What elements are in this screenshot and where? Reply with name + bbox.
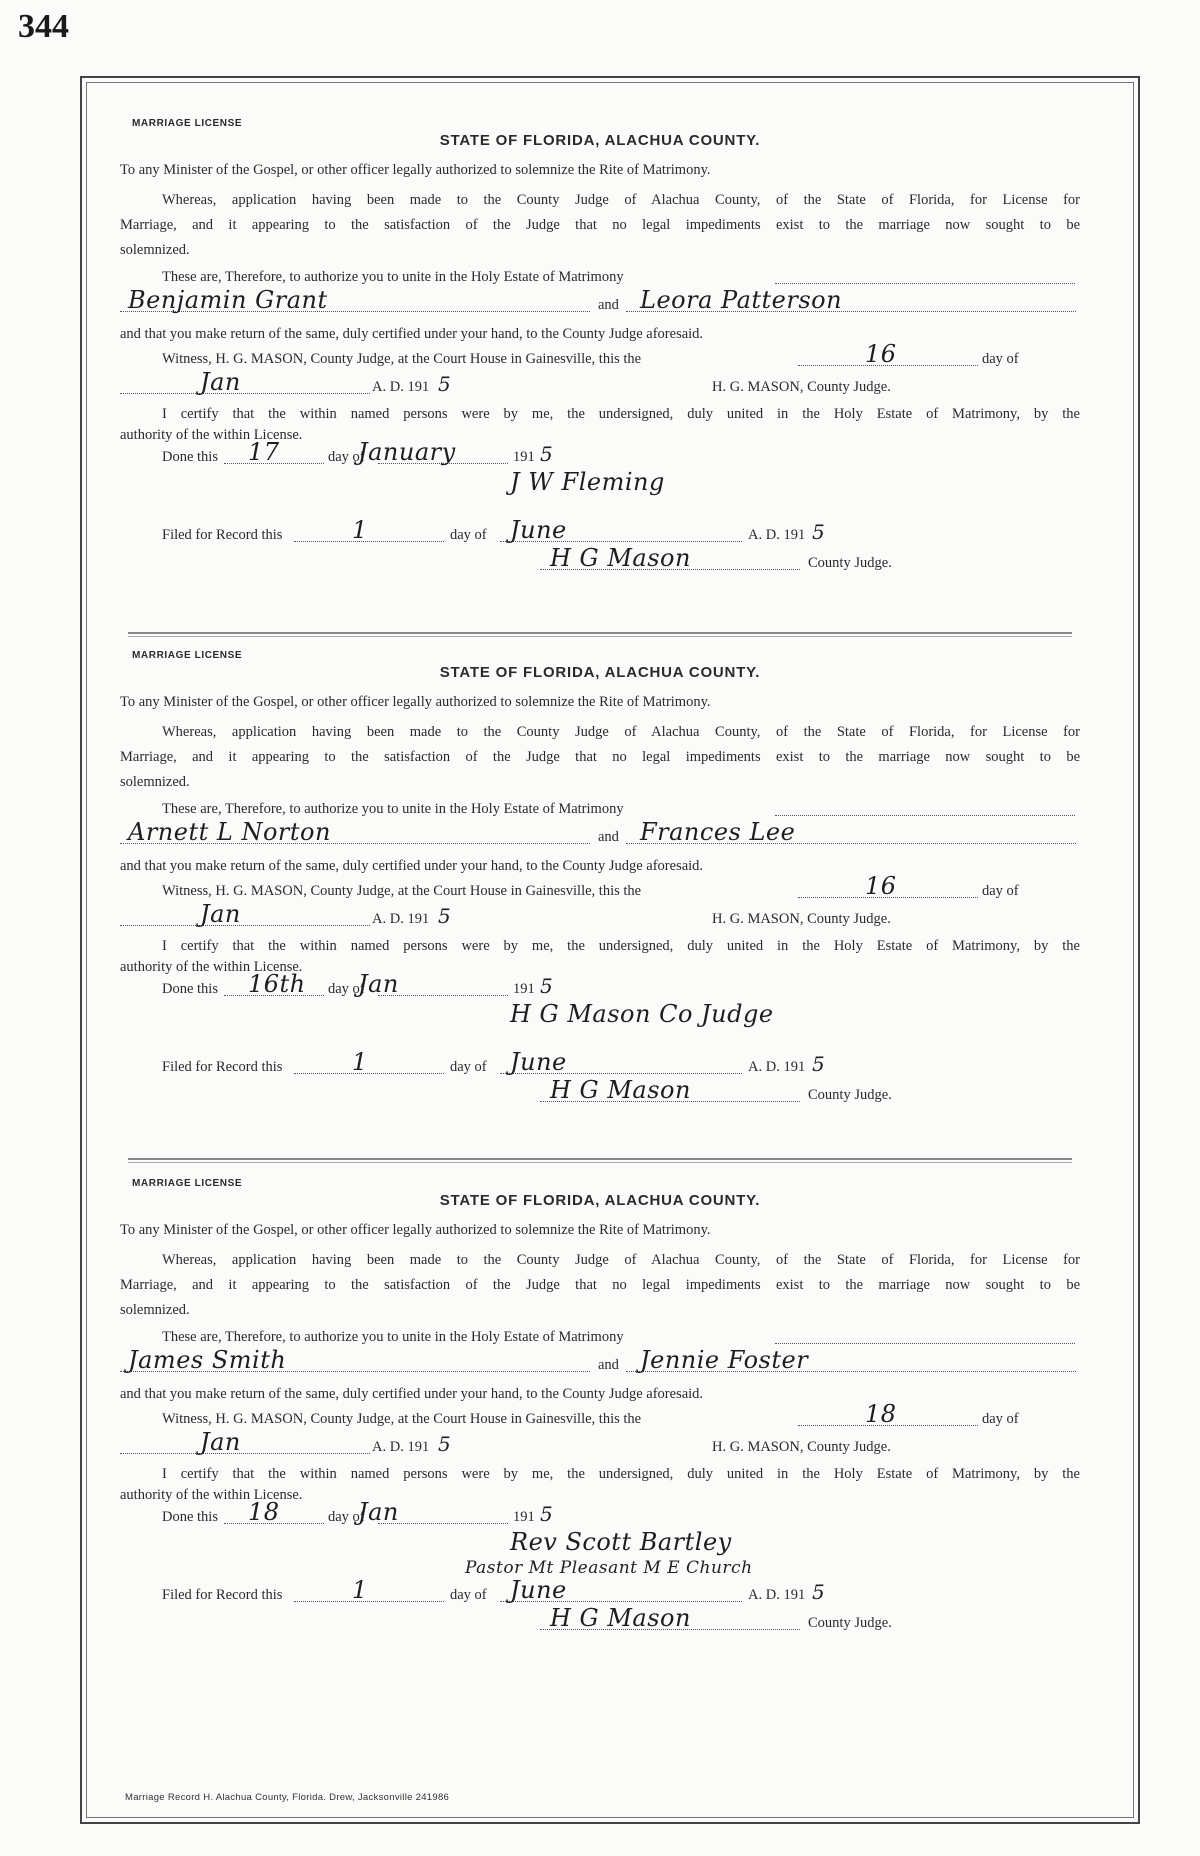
filed-judge-signature: H G Mason [550, 1604, 691, 1632]
day-of-label: day of [328, 981, 365, 997]
day-of-label: day of [450, 1059, 487, 1075]
done-this-label: Done this [162, 449, 218, 465]
officiant-signature: H G Mason Co Judge [510, 1000, 774, 1028]
return-line: and that you make return of the same, duly certified under your hand, to the County Judge aforesaid. [120, 858, 704, 874]
marriage-license-section [120, 118, 1080, 648]
done-this-label: Done this [162, 981, 218, 997]
issued-year-digit: 5 [438, 372, 452, 396]
names-row [120, 818, 1080, 850]
address-line: To any Minister of the Gospel, or other officer legally authorized to solemnize the Rite of Matrimony. [120, 1222, 711, 1238]
issue-date-row [120, 1428, 1080, 1460]
done-month: Jan [358, 970, 399, 998]
record-book-footer: Marriage Record H. Alachua County, Florida. Drew, Jacksonville 241986 [125, 1792, 450, 1803]
witness-text: Witness, H. G. MASON, County Judge, at the Court House in Gainesville, this the [162, 351, 642, 367]
issued-year-digit: 5 [438, 904, 452, 928]
county-judge-label: County Judge. [808, 1615, 892, 1631]
fill-line [775, 1343, 1075, 1344]
filed-signature-row [120, 1604, 1080, 1636]
issue-date-row [120, 900, 1080, 932]
whereas-line: Whereas, application having been made to the County Judge of Alachua County, of the State of Florida, for License for [162, 192, 1080, 208]
filed-month: June [510, 516, 567, 544]
done-day: 16th [248, 970, 306, 998]
names-row [120, 1346, 1080, 1378]
county-judge-label: County Judge. [808, 555, 892, 571]
license-title: STATE OF FLORIDA, ALACHUA COUNTY. [439, 1192, 761, 1209]
issued-day: 16 [865, 872, 897, 900]
whereas-line: Marriage, and it appearing to the satisfaction of the Judge that no legal impediments exist to the marriage now sought to be [120, 217, 1080, 233]
license-label: MARRIAGE LICENSE [132, 118, 243, 129]
day-of-label: day of [450, 527, 487, 543]
filed-year-digit: 5 [812, 520, 826, 544]
whereas-line: solemnized. [120, 242, 190, 258]
filed-judge-signature: H G Mason [550, 544, 691, 572]
license-title: STATE OF FLORIDA, ALACHUA COUNTY. [439, 132, 761, 149]
filed-label: Filed for Record this [162, 1587, 283, 1603]
county-judge-label: County Judge. [808, 1087, 892, 1103]
whereas-line: Whereas, application having been made to the County Judge of Alachua County, of the State of Florida, for License for [162, 1252, 1080, 1268]
done-row [120, 970, 1080, 1002]
whereas-line: solemnized. [120, 1302, 190, 1318]
done-year-digit: 5 [540, 1502, 554, 1526]
ad-label: A. D. 191 [372, 379, 430, 395]
issued-day: 18 [865, 1400, 897, 1428]
whereas-line: Marriage, and it appearing to the satisfaction of the Judge that no legal impediments exist to the marriage now sought to be [120, 749, 1080, 765]
filed-day: 1 [352, 1576, 368, 1604]
whereas-line: solemnized. [120, 774, 190, 790]
issue-date-row [120, 368, 1080, 400]
filed-signature-row [120, 1076, 1080, 1108]
done-row [120, 1498, 1080, 1530]
done-year-digit: 5 [540, 974, 554, 998]
fill-line [775, 283, 1075, 284]
judge-signature-label: H. G. MASON, County Judge. [712, 379, 891, 395]
done-this-label: Done this [162, 1509, 218, 1525]
filed-month: June [510, 1048, 567, 1076]
bride-name: Jennie Foster [640, 1346, 809, 1374]
address-line: To any Minister of the Gospel, or other officer legally authorized to solemnize the Rite of Matrimony. [120, 162, 711, 178]
whereas-line: Marriage, and it appearing to the satisfaction of the Judge that no legal impediments exist to the marriage now sought to be [120, 1277, 1080, 1293]
certify-line: authority of the within License. [120, 427, 303, 443]
witness-text: Witness, H. G. MASON, County Judge, at the Court House in Gainesville, this the [162, 1411, 642, 1427]
certify-line: authority of the within License. [120, 959, 303, 975]
certify-line: I certify that the within named persons were by me, the undersigned, duly united in the Holy Estate of Matrimony, by the [162, 406, 1080, 422]
officiant-row-2 [120, 1026, 1080, 1054]
groom-name: Benjamin Grant [128, 286, 328, 314]
day-of-label: day of [982, 883, 1019, 899]
day-of-label: day of [328, 449, 365, 465]
done-month: Jan [358, 1498, 399, 1526]
day-of-label: day of [328, 1509, 365, 1525]
ad-label: A. D. 191 [748, 1059, 806, 1075]
filed-year-digit: 5 [812, 1580, 826, 1604]
witness-row [120, 340, 1080, 372]
fill-line [120, 393, 370, 394]
groom-name: James Smith [128, 1346, 287, 1374]
officiant-signature: J W Fleming [510, 468, 665, 496]
year-label: 191 [513, 449, 535, 465]
year-label: 191 [513, 981, 535, 997]
page-number: 344 [18, 8, 69, 45]
witness-row [120, 872, 1080, 904]
judge-signature-label: H. G. MASON, County Judge. [712, 911, 891, 927]
filed-judge-signature: H G Mason [550, 1076, 691, 1104]
day-of-label: day of [982, 1411, 1019, 1427]
issued-day: 16 [865, 340, 897, 368]
return-line: and that you make return of the same, duly certified under your hand, to the County Judge aforesaid. [120, 1386, 704, 1402]
fill-line [294, 1073, 444, 1074]
return-line: and that you make return of the same, duly certified under your hand, to the County Judge aforesaid. [120, 326, 704, 342]
filed-signature-row [120, 544, 1080, 576]
certify-line: I certify that the within named persons were by me, the undersigned, duly united in the Holy Estate of Matrimony, by the [162, 938, 1080, 954]
issued-month: Jan [200, 1428, 241, 1456]
authorize-text: These are, Therefore, to authorize you to unite in the Holy Estate of Matrimony [162, 801, 624, 817]
license-label: MARRIAGE LICENSE [132, 650, 243, 661]
done-day: 17 [248, 438, 280, 466]
authorize-text: These are, Therefore, to authorize you to unite in the Holy Estate of Matrimony [162, 1329, 624, 1345]
fill-line [120, 1453, 370, 1454]
fill-line [120, 925, 370, 926]
filed-label: Filed for Record this [162, 1059, 283, 1075]
bride-name: Leora Patterson [640, 286, 843, 314]
officiant-row-2 [120, 1554, 1080, 1582]
done-year-digit: 5 [540, 442, 554, 466]
witness-row [120, 1400, 1080, 1432]
filed-month: June [510, 1576, 567, 1604]
certify-line: I certify that the within named persons were by me, the undersigned, duly united in the Holy Estate of Matrimony, by the [162, 1466, 1080, 1482]
address-line: To any Minister of the Gospel, or other officer legally authorized to solemnize the Rite of Matrimony. [120, 694, 711, 710]
filed-label: Filed for Record this [162, 527, 283, 543]
issued-month: Jan [200, 900, 241, 928]
marriage-license-section [120, 650, 1080, 1180]
and-label: and [598, 297, 619, 313]
ad-label: A. D. 191 [748, 1587, 806, 1603]
names-row [120, 286, 1080, 318]
bride-name: Frances Lee [640, 818, 796, 846]
authorize-text: These are, Therefore, to authorize you to unite in the Holy Estate of Matrimony [162, 269, 624, 285]
judge-signature-label: H. G. MASON, County Judge. [712, 1439, 891, 1455]
issued-month: Jan [200, 368, 241, 396]
fill-line [775, 815, 1075, 816]
officiant-title: Pastor Mt Pleasant M E Church [465, 1558, 753, 1578]
license-title: STATE OF FLORIDA, ALACHUA COUNTY. [439, 664, 761, 681]
fill-line [294, 541, 444, 542]
done-row [120, 438, 1080, 470]
year-label: 191 [513, 1509, 535, 1525]
day-of-label: day of [450, 1587, 487, 1603]
officiant-signature: Rev Scott Bartley [510, 1528, 732, 1556]
marriage-license-section [120, 1178, 1080, 1708]
ad-label: A. D. 191 [748, 527, 806, 543]
day-of-label: day of [982, 351, 1019, 367]
done-month: January [358, 438, 456, 466]
witness-text: Witness, H. G. MASON, County Judge, at the Court House in Gainesville, this the [162, 883, 642, 899]
issued-year-digit: 5 [438, 1432, 452, 1456]
officiant-row-2 [120, 494, 1080, 522]
certify-line: authority of the within License. [120, 1487, 303, 1503]
ad-label: A. D. 191 [372, 911, 430, 927]
filed-day: 1 [352, 516, 368, 544]
done-day: 18 [248, 1498, 280, 1526]
whereas-line: Whereas, application having been made to the County Judge of Alachua County, of the State of Florida, for License for [162, 724, 1080, 740]
ad-label: A. D. 191 [372, 1439, 430, 1455]
groom-name: Arnett L Norton [128, 818, 331, 846]
and-label: and [598, 829, 619, 845]
and-label: and [598, 1357, 619, 1373]
filed-day: 1 [352, 1048, 368, 1076]
fill-line [294, 1601, 444, 1602]
filed-year-digit: 5 [812, 1052, 826, 1076]
license-label: MARRIAGE LICENSE [132, 1178, 243, 1189]
